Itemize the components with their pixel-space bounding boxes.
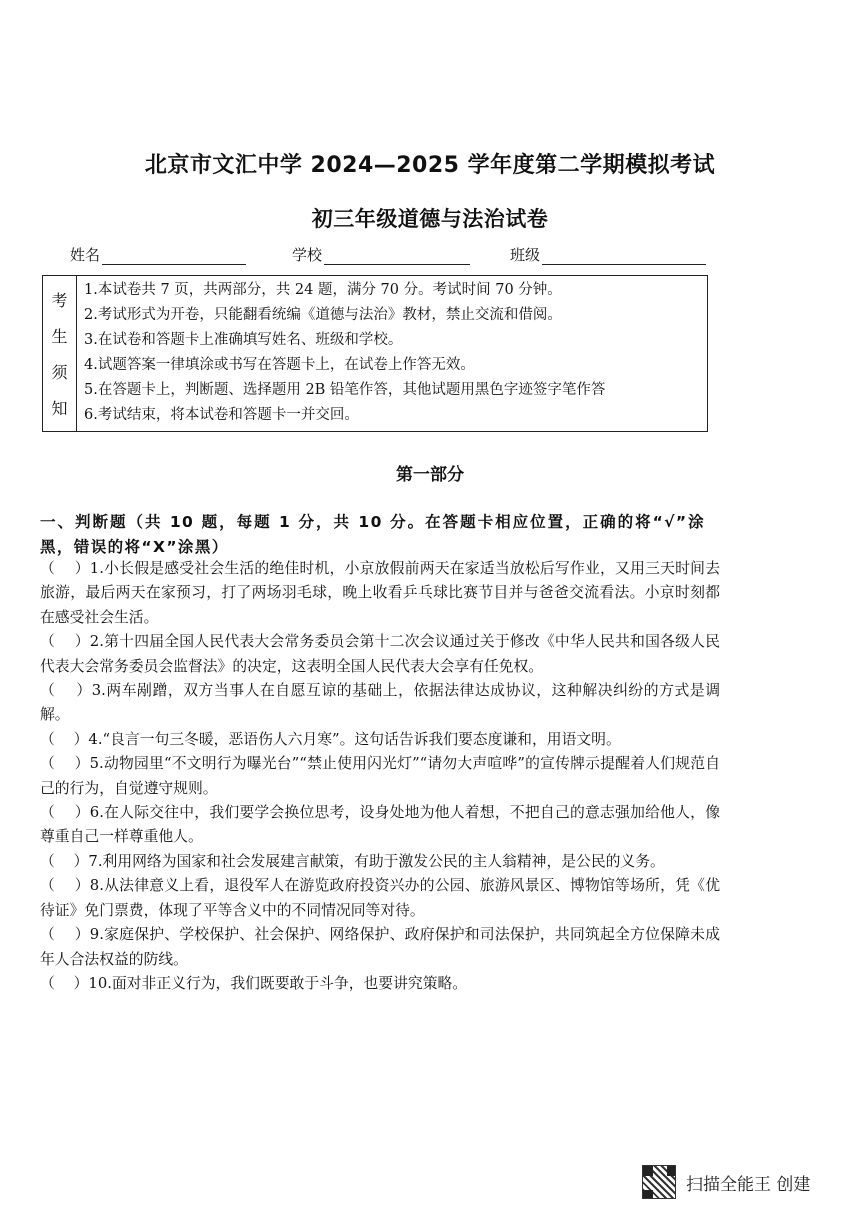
answer-bracket[interactable]: （ ） — [40, 755, 90, 773]
question-item — [40, 557, 720, 630]
question-text: 9.家庭保护、学校保护、社会保护、网络保护、政府保护和司法保护，共同筑起全方位保障未成年人合法权益的防线。 — [40, 926, 720, 968]
question-text: 7.利用网络为国家和社会发展建言献策，有助于激发公民的主人翁精神，是公民的义务。 — [88, 852, 665, 870]
instructions-label-char: 知 — [51, 398, 68, 418]
instruction-item: 5.在答题卡上，判断题、选择题用 2B 铅笔作答，其他试题用黑色字迹签字笔作答 — [84, 382, 606, 398]
instruction-item: 3.在试卷和答题卡上准确填写姓名、班级和学校。 — [84, 332, 403, 348]
qr-code-icon — [642, 1165, 676, 1199]
exam-instructions-box — [42, 275, 708, 432]
question-item — [40, 850, 720, 874]
question-item — [40, 752, 720, 801]
answer-bracket[interactable]: （ ） — [40, 974, 89, 992]
true-false-section-heading: 一、判断题（共 10 题，每题 1 分，共 10 分。在答题卡相应位置，正确的将“√”涂黑，错误的将“X”涂黑） — [40, 513, 705, 556]
exam-title: 北京市文汇中学 2024—2025 学年度第二学期模拟考试 — [144, 153, 716, 178]
class-blank[interactable] — [542, 246, 706, 265]
question-text: 6.在人际交往中，我们要学会换位思考，设身处地为他人着想，不把自己的意志强加给他人，像尊重自己一样尊重他人。 — [40, 804, 720, 846]
name-field — [70, 244, 246, 265]
answer-bracket[interactable]: （ ） — [40, 804, 90, 822]
school-blank[interactable] — [324, 246, 470, 265]
school-field — [292, 244, 470, 265]
question-item — [40, 630, 720, 679]
question-item — [40, 679, 720, 728]
class-field — [510, 244, 706, 265]
question-text: 4.“良言一句三冬暖，恶语伤人六月寒”。这句话告诉我们要态度谦和，用语文明。 — [88, 730, 621, 748]
true-false-question-list — [40, 557, 720, 996]
question-text: 2.第十四届全国人民代表大会常务委员会第十二次会议通过关于修改《中华人民共和国各级人民代表大会常务委员会监督法》的决定，这表明全国人民代表大会享有任免权。 — [40, 633, 720, 675]
instruction-item: 2.考试形式为开卷，只能翻看统编《道德与法治》教材，禁止交流和借阅。 — [84, 307, 562, 323]
instructions-label-char: 须 — [51, 362, 68, 382]
instruction-item: 1.本试卷共 7 页，共两部分，共 24 题，满分 70 分。考试时间 70 分钟。 — [84, 282, 562, 298]
student-info-row — [70, 244, 710, 270]
exam-subtitle: 初三年级道德与法治试卷 — [311, 207, 549, 231]
answer-bracket[interactable]: （ ） — [40, 682, 92, 700]
watermark-text: 扫描全能王 创建 — [686, 1174, 811, 1195]
instruction-item: 4.试题答案一律填涂或书写在答题卡上，在试卷上作答无效。 — [84, 357, 475, 373]
question-text: 5.动物园里“不文明行为曝光台”“禁止使用闪光灯”“请勿大声喧哗”的宣传牌示提醒着人们规范自己的行为，自觉遵守规则。 — [40, 755, 720, 797]
scanner-watermark — [642, 1164, 842, 1200]
answer-bracket[interactable]: （ ） — [40, 852, 89, 870]
instructions-label-char: 生 — [51, 327, 68, 347]
question-text: 3.两车剐蹭，双方当事人在自愿互谅的基础上，依据法律达成协议，这种解决纠纷的方式是调解。 — [40, 682, 720, 724]
question-text: 1.小长假是感受社会生活的绝佳时机，小京放假前两天在家适当放松后写作业，又用三天时间去旅游，最后两天在家预习，打了两场羽毛球，晚上收看乒乓球比赛节目并与爸爸交流看法。小京时刻都在感受社会生活。 — [40, 560, 720, 626]
question-item — [40, 801, 720, 850]
name-label: 姓名 — [70, 246, 101, 264]
answer-bracket[interactable]: （ ） — [40, 633, 90, 651]
question-item — [40, 728, 720, 752]
question-text: 8.从法律意义上看，退役军人在游览政府投资兴办的公园、旅游风景区、博物馆等场所，凭《优待证》免门票费，体现了平等含义中的不同情况同等对待。 — [40, 877, 720, 919]
instructions-label — [43, 276, 77, 431]
answer-bracket[interactable]: （ ） — [40, 730, 89, 748]
part-one-title: 第一部分 — [396, 465, 464, 485]
instruction-item: 6.考试结束，将本试卷和答题卡一并交回。 — [84, 407, 359, 423]
answer-bracket[interactable]: （ ） — [40, 560, 90, 577]
instructions-label-char: 考 — [51, 291, 68, 311]
question-item — [40, 972, 720, 996]
instructions-list — [77, 276, 707, 431]
answer-bracket[interactable]: （ ） — [40, 877, 90, 895]
class-label: 班级 — [510, 246, 541, 264]
name-blank[interactable] — [102, 246, 246, 265]
question-item — [40, 874, 720, 923]
question-text: 10.面对非正义行为，我们既要敢于斗争，也要讲究策略。 — [88, 974, 468, 992]
school-label: 学校 — [292, 246, 323, 264]
question-item — [40, 923, 720, 972]
answer-bracket[interactable]: （ ） — [40, 926, 90, 944]
